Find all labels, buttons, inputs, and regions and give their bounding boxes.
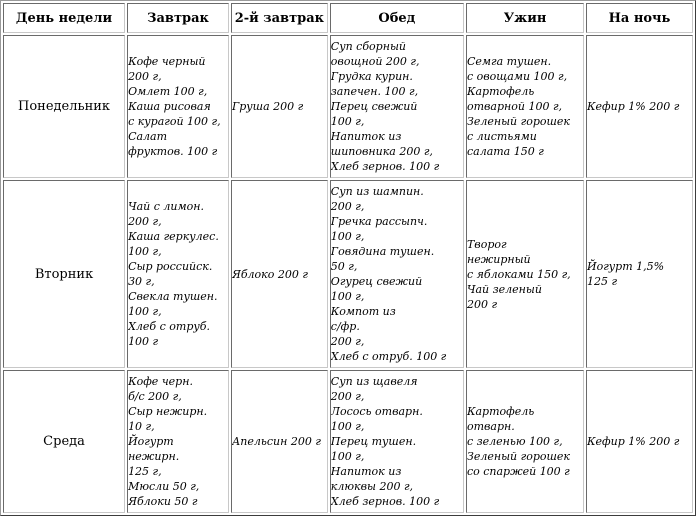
meal-line: отварн. — [466, 420, 515, 433]
meal-line: салата 150 г — [466, 145, 544, 158]
header-day: День недели — [3, 3, 125, 33]
meal-line: Яблоки 50 г — [128, 495, 198, 508]
meal-line: Напиток из — [330, 465, 402, 478]
meal-line: с овощами 100 г, — [466, 70, 568, 83]
dinner-cell — [466, 370, 584, 513]
meal-line: с/фр. — [330, 320, 360, 333]
header-row — [3, 3, 693, 33]
meal-line: Каша рисовая — [128, 100, 211, 113]
day-cell: Понедельник — [3, 35, 125, 178]
day-cell: Вторник — [3, 180, 125, 368]
dinner-cell — [466, 35, 584, 178]
lunch-cell — [330, 370, 464, 513]
second-breakfast-cell — [231, 370, 328, 513]
table-row — [3, 180, 693, 368]
meal-line: 200 г, — [330, 335, 365, 348]
table-row — [3, 35, 693, 178]
breakfast-cell — [127, 370, 229, 513]
meal-line: Хлеб с отруб. 100 г — [330, 350, 447, 363]
meal-line: Йогурт — [128, 435, 174, 448]
dinner-cell — [466, 180, 584, 368]
meal-line: Огурец свежий — [330, 275, 423, 288]
meal-line: 100 г — [128, 335, 159, 348]
meal-line: запечен. 100 г, — [330, 85, 419, 98]
breakfast-cell — [127, 35, 229, 178]
meal-line: Говядина тушен. — [330, 245, 435, 258]
meal-line: клюквы 200 г, — [330, 480, 414, 493]
meal-line: с листьями — [466, 130, 537, 143]
meal-line: 10 г, — [128, 420, 155, 433]
meal-line: 100 г, — [330, 290, 365, 303]
night-cell — [586, 370, 693, 513]
meal-line: Суп сборный — [330, 40, 407, 53]
meal-line: 200 г, — [330, 200, 365, 213]
second-breakfast-cell — [231, 180, 328, 368]
meal-line: 200 г, — [128, 215, 162, 228]
meal-line: 100 г, — [330, 450, 365, 463]
meal-line: Суп из щавеля — [330, 375, 418, 388]
meal-line: Кефир 1% 200 г — [587, 100, 680, 113]
meal-line: Груша 200 г — [231, 100, 304, 113]
meal-line: Зеленый горошек — [466, 115, 570, 128]
meal-line: Кофе черный — [128, 55, 206, 68]
meal-line: Перец свежий — [330, 100, 418, 113]
meal-line: 100 г, — [330, 230, 365, 243]
meal-line: Картофель — [466, 85, 535, 98]
meal-line: овощной 200 г, — [330, 55, 420, 68]
meal-line: 200 г, — [330, 390, 365, 403]
meal-line: Апельсин 200 г — [231, 435, 321, 448]
night-cell — [586, 35, 693, 178]
header-breakfast: Завтрак — [127, 3, 229, 33]
meal-line: отварной 100 г, — [466, 100, 563, 113]
day-cell: Среда — [3, 370, 125, 513]
meal-line: 30 г, — [128, 275, 155, 288]
meal-line: с яблоками 150 г, — [466, 267, 571, 281]
night-cell — [586, 180, 693, 368]
meal-line: Йогурт 1,5% — [587, 260, 665, 273]
meal-line: 50 г, — [330, 260, 358, 273]
breakfast-cell — [127, 180, 229, 368]
meal-line: с курагой 100 г, — [128, 115, 221, 128]
meal-line: со спаржей 100 г — [466, 465, 570, 478]
meal-line: фруктов. 100 г — [128, 145, 218, 158]
meal-line: Каша геркулес. — [128, 230, 219, 243]
meal-line: Яблоко 200 г — [231, 267, 308, 281]
lunch-cell — [330, 35, 464, 178]
meal-line: Мюсли 50 г, — [128, 480, 200, 493]
meal-line: 125 г — [587, 275, 618, 288]
lunch-cell — [330, 180, 464, 368]
header-second-breakfast: 2-й завтрак — [231, 3, 328, 33]
header-lunch: Обед — [330, 3, 464, 33]
meal-line: Сыр нежирн. — [128, 405, 208, 418]
meal-line: б/с 200 г, — [128, 390, 182, 403]
meal-line: 125 г, — [128, 465, 162, 478]
meal-line: Омлет 100 г, — [128, 85, 208, 98]
meal-line: с зеленью 100 г, — [466, 435, 563, 448]
meal-line: Чай зеленый — [466, 282, 542, 296]
meal-line: нежирн. — [128, 450, 180, 463]
meal-line: Гречка рассыпч. — [330, 215, 428, 228]
meal-line: Чай с лимон. — [128, 200, 204, 213]
meal-line: Зеленый горошек — [466, 450, 570, 463]
meal-line: Свекла тушен. — [128, 290, 218, 303]
meal-line: Хлеб с отруб. — [128, 320, 210, 333]
meal-line: Компот из — [330, 305, 396, 318]
meal-line: Суп из шампин. — [330, 185, 424, 198]
meal-line: Творог — [466, 237, 507, 251]
meal-line: Хлеб зернов. 100 г — [330, 495, 440, 508]
second-breakfast-cell — [231, 35, 328, 178]
meal-line: Хлеб зернов. 100 г — [330, 160, 440, 173]
meal-line: Сыр российск. — [128, 260, 213, 273]
meal-line: Кофе черн. — [128, 375, 193, 388]
meal-line: Напиток из — [330, 130, 402, 143]
meal-line: 100 г, — [330, 420, 365, 433]
header-dinner: Ужин — [466, 3, 584, 33]
table-row — [3, 370, 693, 513]
header-night: На ночь — [586, 3, 693, 33]
meal-line: шиповника 200 г, — [330, 145, 433, 158]
meal-line: нежирный — [466, 252, 531, 266]
meal-line: Семга тушен. — [466, 55, 552, 68]
meal-line: 100 г, — [128, 245, 162, 258]
meal-line: 200 г — [466, 297, 498, 311]
meal-line: Лосось отварн. — [330, 405, 423, 418]
meal-line: 100 г, — [128, 305, 162, 318]
meal-line: Салат — [128, 130, 168, 143]
meal-line: Перец тушен. — [330, 435, 417, 448]
meal-line: Кефир 1% 200 г — [587, 435, 680, 448]
meal-line: 200 г, — [128, 70, 162, 83]
meal-line: Картофель — [466, 405, 535, 418]
meal-line: 100 г, — [330, 115, 365, 128]
meal-line: Грудка курин. — [330, 70, 413, 83]
